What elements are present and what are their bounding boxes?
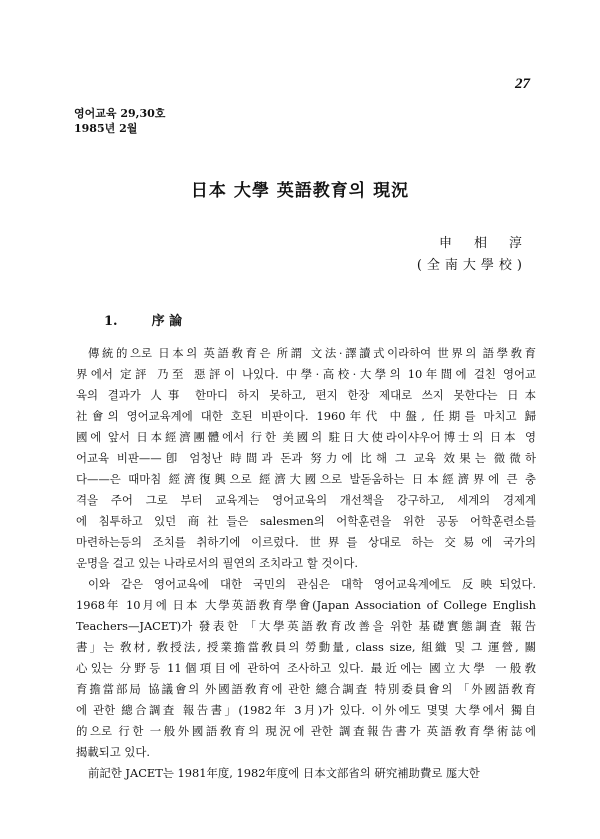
section-number: 1. bbox=[104, 314, 118, 329]
text-line: 다——은 때마침 經濟復興으로 經濟大國으로 발돋움하는 日本經濟界에 큰 충 bbox=[76, 472, 536, 486]
section-title: 序 論 bbox=[151, 314, 183, 329]
text-line: 心있는 分野등 11個項目에 관하여 조사하고 있다. 最近에는 國立大學 一般敎 bbox=[76, 661, 536, 675]
text-line: Teachers—JACET)가 發表한 「大學英語敎育改善을 위한 基礎實態調査 報告 bbox=[76, 619, 536, 633]
text-line: 에 관한 總合調査 報告書」(1982年 3月)가 있다. 이外에도 몇몇 大學에서 獨自 bbox=[76, 703, 536, 717]
text-line: 書」는 敎材, 敎授法, 授業擔當敎員의 勞動量, class size, 組織 및 그 運營, 關 bbox=[76, 640, 536, 654]
page-number: 27 bbox=[515, 76, 530, 92]
text-line: 어교육 비판——卽 엄청난 時間과 돈과 努力에 比해 그 교육 效果는 微微하 bbox=[76, 451, 536, 465]
paragraph bbox=[76, 343, 536, 574]
text-line: 的으로 行한 一般外國語敎育의 現況에 관한 調査報告書가 英語敎育學術誌에 bbox=[76, 724, 536, 738]
text-line: 國에 앞서 日本經濟團體에서 行한 美國의 駐日大使라이샤우어博士의 日本 영 bbox=[76, 430, 536, 444]
journal-date: 1985년 2월 bbox=[74, 122, 138, 135]
text-line: 揭載되고 있다. bbox=[76, 745, 151, 759]
article-body bbox=[76, 343, 536, 784]
text-line: 育擔當部局 協議會의 外國語敎育에 관한 總合調査 特別委員會의 「外國語敎育 bbox=[76, 682, 536, 696]
text-line: 이와 같은 영어교육에 대한 국민의 관심은 대학 영어교육계에도 反映되었다. bbox=[88, 577, 536, 591]
author-affiliation: (全南大學校) bbox=[416, 258, 527, 273]
paragraph bbox=[76, 763, 536, 784]
paragraph bbox=[76, 574, 536, 763]
section-heading bbox=[104, 310, 182, 329]
author-name: 申相淳 bbox=[438, 236, 544, 251]
journal-info bbox=[74, 106, 165, 136]
text-line: 社會의 영어교육계에 대한 호된 비판이다. 1960年代 中盤, 任期를 마치고 歸 bbox=[76, 409, 536, 423]
text-line: 에 침투하고 있던 商社들은 salesmen의 어학훈련을 위한 공동 어학훈련소를 bbox=[76, 514, 536, 528]
journal-volume: 영어교육 29,30호 bbox=[74, 107, 166, 120]
text-line: 육의 결과가 人事 한마디 하지 못하고, 편지 한장 제대로 쓰지 못한다는 日本 bbox=[76, 388, 536, 402]
text-line: 界에서 定評 乃至 惡評이 나있다. 中學·高校·大學의 10年間에 걸친 영어교 bbox=[76, 367, 536, 381]
text-line: 운명을 걸고 있는 나라로서의 필연의 조치라고 할 것이다. bbox=[76, 556, 359, 570]
article-title: 日本 大學 英語教育의 現況 bbox=[190, 181, 410, 201]
text-line: 傳統的으로 日本의 英語敎育은 所謂 文法·譯讀式이라하여 世界의 語學敎育 bbox=[88, 346, 536, 360]
text-line: 마련하는등의 조치를 취하기에 이르렀다. 世界를 상대로 하는 交易에 국가의 bbox=[76, 535, 536, 549]
text-line: 前記한 JACET는 1981年度, 1982年度에 日本文部省의 硏究補助費로 厖大한 bbox=[88, 766, 480, 780]
text-line: 1968年 10月에 日本 大學英語敎育學會(Japan Association of College English bbox=[76, 598, 536, 612]
author-block bbox=[416, 233, 544, 277]
text-line: 격을 주어 그로 부터 교육계는 영어교육의 개선책을 강구하고, 세계의 경제계 bbox=[76, 493, 536, 507]
